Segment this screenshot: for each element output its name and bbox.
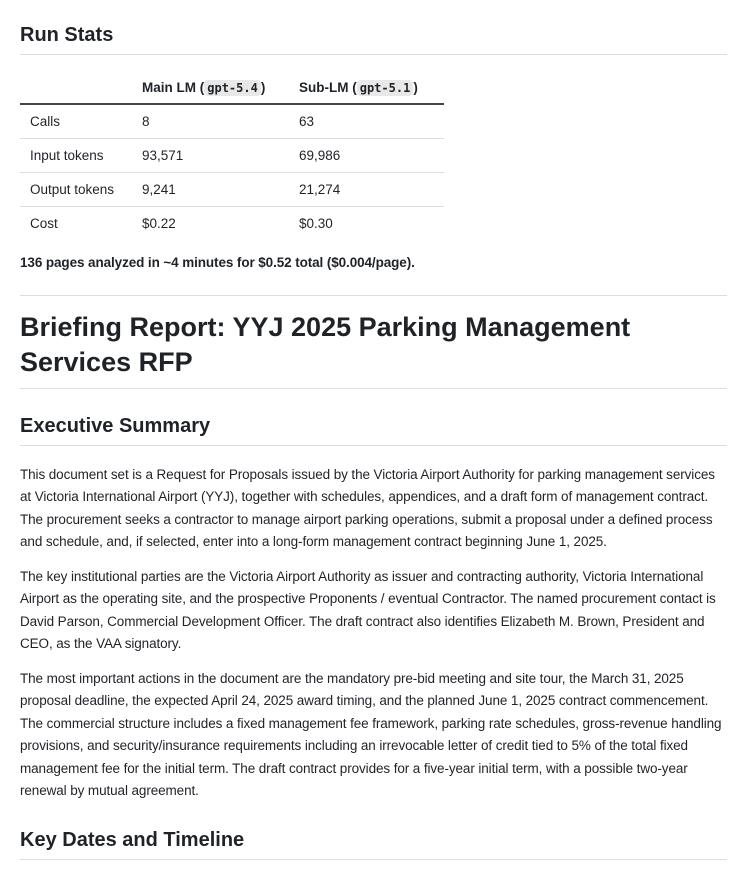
run-summary: 136 pages analyzed in ~4 minutes for $0.52 total ($0.004/page). (20, 255, 415, 270)
table-row (20, 207, 444, 241)
cell-sub: $0.30 (299, 216, 333, 231)
header-main-lm: Main LM ( gpt-5.4 ) (132, 71, 289, 104)
table-header-row (20, 71, 444, 104)
cell-label: Calls (20, 104, 132, 139)
header-sub-lm: Sub-LM ( gpt-5.1 ) (289, 71, 444, 104)
cell-label: Input tokens (20, 139, 132, 173)
summary-paragraph: The key institutional parties are the Victoria Airport Authority as issuer and contracting authority, Victoria International Airport as the operating site, and the prospective Proponents / eventual Contractor. The named procurement contact is David Parson, Commercial Development Officer. The draft contract also identifies Elizabeth M. Brown, President and CEO, as the VAA signatory. (20, 568, 716, 651)
cell-label: Cost (30, 216, 58, 231)
cell-sub: 69,986 (289, 139, 444, 173)
cell-main: 8 (132, 104, 289, 139)
cell-label: Output tokens (20, 173, 132, 207)
table-row (20, 173, 444, 207)
table-row (20, 139, 444, 173)
run-stats-table (20, 71, 444, 240)
divider (20, 295, 727, 296)
page-title: Briefing Report: YYJ 2025 Parking Management Services RFP (20, 310, 727, 389)
cell-main: 9,241 (132, 173, 289, 207)
cell-sub: 21,274 (289, 173, 444, 207)
run-stats-heading: Run Stats (20, 24, 727, 55)
cell-sub: 63 (289, 104, 444, 139)
table-row (20, 104, 444, 139)
executive-summary-heading: Executive Summary (20, 415, 727, 446)
summary-paragraph: The most important actions in the document are the mandatory pre-bid meeting and site tour, the March 31, 2025 proposal deadline, the expected April 24, 2025 award timing, and the planned June 1, 2025 contract commencement. The commercial structure includes a fixed management fee framework, parking rate schedules, gross-revenue handling provisions, and security/insurance requirements including an irrevocable letter of credit tied to 5% of the total fixed management fee for the initial term. The draft contract provides for a five-year initial term, with a possible two-year renewal by mutual agreement. (20, 670, 722, 798)
cell-main: $0.22 (142, 216, 176, 231)
header-empty (20, 71, 132, 104)
cell-main: 93,571 (132, 139, 289, 173)
model-code: gpt-5.1 (357, 80, 414, 96)
summary-paragraph: This document set is a Request for Proposals issued by the Victoria Airport Authority for parking management services at Victoria International Airport (YYJ), together with schedules, appendices, and a draft form of management contract. The procurement seeks a contractor to manage airport parking operations, submit a proposal under a defined process and schedule, and, if selected, enter into a long-form management contract beginning June 1, 2025. (20, 466, 715, 549)
key-dates-heading: Key Dates and Timeline (20, 829, 727, 860)
model-code: gpt-5.4 (204, 80, 261, 96)
